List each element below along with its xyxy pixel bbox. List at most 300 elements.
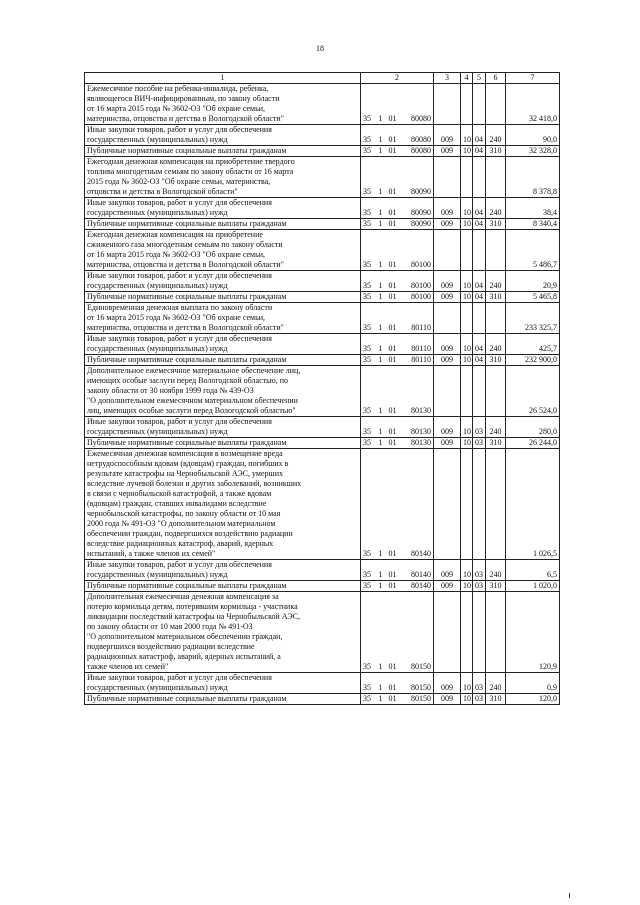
target-article-part-cell: 35	[361, 219, 376, 230]
target-article-part-cell: 35	[361, 673, 376, 694]
row-name-line: государственных (муниципальных) нужд	[87, 683, 228, 692]
target-article-part-cell: 01	[386, 230, 400, 271]
amount-cell: 38,4	[506, 198, 560, 219]
subsection-code-cell	[473, 84, 486, 125]
target-article-part-cell: 80080	[400, 146, 434, 157]
target-article-part-cell: 80140	[400, 560, 434, 581]
target-article-part-cell: 1	[376, 271, 386, 292]
target-article-part-cell: 1	[376, 84, 386, 125]
target-article-part-cell: 01	[386, 449, 400, 560]
subsection-code-cell: 03	[473, 581, 486, 592]
target-article-part-cell: 35	[361, 560, 376, 581]
expense-type-cell	[486, 366, 506, 417]
amount-cell: 120,9	[506, 592, 560, 673]
subsection-code-cell	[473, 366, 486, 417]
row-name-cell	[85, 417, 361, 438]
expense-type-cell: 310	[486, 694, 506, 705]
target-article-part-cell: 01	[386, 198, 400, 219]
column-header: 3	[434, 73, 461, 84]
target-article-part-cell: 80080	[400, 84, 434, 125]
amount-cell: 26 244,0	[506, 438, 560, 449]
subsection-code-cell: 03	[473, 694, 486, 705]
amount-cell: 5 486,7	[506, 230, 560, 271]
subsection-code-cell	[473, 303, 486, 334]
target-article-part-cell: 1	[376, 198, 386, 219]
row-name-line: Дополнительная ежемесячная денежная компенсация за	[87, 592, 279, 601]
row-name-cell	[85, 271, 361, 292]
table-row	[85, 673, 560, 694]
row-name-cell	[85, 334, 361, 355]
department-code-cell: 009	[434, 694, 461, 705]
expense-type-cell: 240	[486, 417, 506, 438]
target-article-part-cell: 80110	[400, 334, 434, 355]
row-name-line: государственных (муниципальных) нужд	[87, 427, 228, 436]
department-code-cell: 009	[434, 125, 461, 146]
target-article-part-cell: 01	[386, 146, 400, 157]
row-name-line: Публичные нормативные социальные выплаты гражданам	[87, 355, 287, 364]
target-article-part-cell: 80130	[400, 366, 434, 417]
target-article-part-cell: 80150	[400, 694, 434, 705]
subsection-code-cell: 03	[473, 673, 486, 694]
expense-type-cell: 310	[486, 146, 506, 157]
table-row	[85, 219, 560, 230]
row-name-line: Иные закупки товаров, работ и услуг для обеспечения	[87, 198, 272, 207]
table-row	[85, 355, 560, 366]
target-article-part-cell: 1	[376, 292, 386, 303]
target-article-part-cell: 35	[361, 146, 376, 157]
row-name-line: нетрудоспособным вдовам (вдовцам) граждан, погибших в	[87, 459, 289, 468]
row-name-line: государственных (муниципальных) нужд	[87, 570, 228, 579]
subsection-code-cell: 04	[473, 292, 486, 303]
target-article-part-cell: 35	[361, 334, 376, 355]
row-name-line: закону области от 30 ноября 1999 года № 439-ОЗ	[87, 386, 254, 395]
table-row	[85, 292, 560, 303]
target-article-part-cell: 35	[361, 230, 376, 271]
table-row	[85, 366, 560, 417]
row-name-cell	[85, 438, 361, 449]
expense-type-cell	[486, 449, 506, 560]
target-article-part-cell: 1	[376, 157, 386, 198]
row-name-line: в связи с чернобыльской катастрофой, а также вдовам	[87, 489, 272, 498]
row-name-line: Публичные нормативные социальные выплаты гражданам	[87, 581, 287, 590]
section-code-cell: 10	[461, 438, 473, 449]
table-row	[85, 560, 560, 581]
subsection-code-cell: 04	[473, 198, 486, 219]
row-name-line: топлива многодетным семьям по закону области от 16 марта	[87, 167, 294, 176]
row-name-cell	[85, 230, 361, 271]
expense-type-cell	[486, 230, 506, 271]
budget-table	[84, 72, 560, 705]
target-article-part-cell: 1	[376, 694, 386, 705]
row-name-line: Иные закупки товаров, работ и услуг для обеспечения	[87, 334, 272, 343]
column-header: 4	[461, 73, 473, 84]
row-name-line: имеющих особые заслуги перед Вологодской областью, по	[87, 376, 289, 385]
target-article-part-cell: 1	[376, 438, 386, 449]
amount-cell: 20,9	[506, 271, 560, 292]
target-article-part-cell: 80080	[400, 125, 434, 146]
row-name-line: лиц, имеющих особые заслуги перед Вологодской областью"	[87, 406, 296, 415]
amount-cell: 0,9	[506, 673, 560, 694]
row-name-line: Иные закупки товаров, работ и услуг для обеспечения	[87, 125, 272, 134]
target-article-part-cell: 80150	[400, 592, 434, 673]
expense-type-cell	[486, 157, 506, 198]
row-name-line: Иные закупки товаров, работ и услуг для обеспечения	[87, 417, 272, 426]
target-article-part-cell: 01	[386, 84, 400, 125]
target-article-part-cell: 01	[386, 355, 400, 366]
target-article-part-cell: 35	[361, 271, 376, 292]
row-name-line: сжиженного газа многодетным семьям по закону области	[87, 240, 283, 249]
row-name-line: Единовременная денежная выплата по закону области	[87, 303, 273, 312]
target-article-part-cell: 80130	[400, 438, 434, 449]
department-code-cell: 009	[434, 673, 461, 694]
target-article-part-cell: 1	[376, 366, 386, 417]
table-row	[85, 146, 560, 157]
department-code-cell	[434, 303, 461, 334]
department-code-cell: 009	[434, 581, 461, 592]
row-name-line: обеспечении граждан, подвергшихся воздействию радиации	[87, 529, 293, 538]
row-name-line: Дополнительное ежемесячное материальное обеспечение лиц,	[87, 366, 301, 375]
row-name-line: материнства, отцовства и детства в Вологодской области"	[87, 323, 284, 332]
target-article-part-cell: 1	[376, 303, 386, 334]
target-article-part-cell: 1	[376, 581, 386, 592]
amount-cell: 232 900,0	[506, 355, 560, 366]
row-name-line: вследствие радиационных катастроф, аварий, ядерных	[87, 539, 274, 548]
department-code-cell	[434, 449, 461, 560]
row-name-cell	[85, 449, 361, 560]
expense-type-cell: 240	[486, 673, 506, 694]
table-row	[85, 581, 560, 592]
subsection-code-cell: 04	[473, 219, 486, 230]
row-name-cell	[85, 198, 361, 219]
expense-type-cell: 310	[486, 292, 506, 303]
expense-type-cell	[486, 303, 506, 334]
section-code-cell: 10	[461, 198, 473, 219]
target-article-part-cell: 1	[376, 334, 386, 355]
expense-type-cell: 310	[486, 581, 506, 592]
target-article-part-cell: 1	[376, 560, 386, 581]
amount-cell: 120,0	[506, 694, 560, 705]
target-article-part-cell: 1	[376, 219, 386, 230]
target-article-part-cell: 01	[386, 438, 400, 449]
row-name-line: материнства, отцовства и детства в Вологодской области"	[87, 114, 284, 123]
section-code-cell	[461, 366, 473, 417]
target-article-part-cell: 35	[361, 125, 376, 146]
target-article-part-cell: 1	[376, 355, 386, 366]
row-name-line: государственных (муниципальных) нужд	[87, 135, 228, 144]
table-row	[85, 417, 560, 438]
table-row	[85, 303, 560, 334]
subsection-code-cell: 03	[473, 417, 486, 438]
row-name-line: отцовства и детства в Вологодской области"	[87, 187, 238, 196]
row-name-line: 2015 года № 3602-ОЗ "Об охране семьи, материнства,	[87, 177, 271, 186]
target-article-part-cell: 35	[361, 355, 376, 366]
row-name-line: результате катастрофы на Чернобыльской АЭС, умерших	[87, 469, 283, 478]
section-code-cell: 10	[461, 355, 473, 366]
target-article-part-cell: 35	[361, 694, 376, 705]
amount-cell: 6,5	[506, 560, 560, 581]
department-code-cell: 009	[434, 355, 461, 366]
target-article-part-cell: 01	[386, 366, 400, 417]
row-name-line: "О дополнительном материальном обеспечении граждан,	[87, 632, 283, 641]
table-row	[85, 271, 560, 292]
row-name-line: Публичные нормативные социальные выплаты гражданам	[87, 292, 287, 301]
department-code-cell	[434, 157, 461, 198]
target-article-part-cell: 80140	[400, 449, 434, 560]
target-article-part-cell: 35	[361, 438, 376, 449]
row-name-line: потерю кормильца детям, потерявшим кормильца - участника	[87, 602, 298, 611]
table-row	[85, 592, 560, 673]
department-code-cell	[434, 84, 461, 125]
department-code-cell: 009	[434, 292, 461, 303]
row-name-line: 2000 года № 491-ОЗ "О дополнительном материальном	[87, 519, 276, 528]
section-code-cell	[461, 230, 473, 271]
row-name-line: вследствие лучевой болезни и других заболеваний, возникших	[87, 479, 302, 488]
target-article-part-cell: 35	[361, 157, 376, 198]
row-name-cell	[85, 125, 361, 146]
expense-type-cell: 240	[486, 271, 506, 292]
table-row	[85, 438, 560, 449]
amount-cell: 26 524,0	[506, 366, 560, 417]
target-article-part-cell: 1	[376, 592, 386, 673]
row-name-cell	[85, 157, 361, 198]
department-code-cell: 009	[434, 146, 461, 157]
row-name-line: "О дополнительном ежемесячном материальном обеспечении	[87, 396, 298, 405]
section-code-cell: 10	[461, 673, 473, 694]
expense-type-cell: 240	[486, 334, 506, 355]
amount-cell: 5 465,8	[506, 292, 560, 303]
row-name-cell	[85, 366, 361, 417]
subsection-code-cell	[473, 230, 486, 271]
subsection-code-cell: 04	[473, 125, 486, 146]
target-article-part-cell: 1	[376, 673, 386, 694]
target-article-part-cell: 1	[376, 417, 386, 438]
subsection-code-cell	[473, 449, 486, 560]
subsection-code-cell: 04	[473, 146, 486, 157]
section-code-cell: 10	[461, 581, 473, 592]
subsection-code-cell	[473, 157, 486, 198]
row-name-line: Публичные нормативные социальные выплаты гражданам	[87, 219, 287, 228]
target-article-part-cell: 80100	[400, 292, 434, 303]
row-name-line: радиационных катастроф, аварий, ядерных испытаний, а	[87, 652, 281, 661]
amount-cell: 32 418,0	[506, 84, 560, 125]
subsection-code-cell	[473, 592, 486, 673]
target-article-part-cell: 80110	[400, 303, 434, 334]
section-code-cell	[461, 449, 473, 560]
row-name-line: материнства, отцовства и детства в Вологодской области"	[87, 260, 284, 269]
row-name-line: государственных (муниципальных) нужд	[87, 208, 228, 217]
subsection-code-cell: 03	[473, 438, 486, 449]
row-name-line: Ежегодная денежная компенсация на приобретение	[87, 230, 263, 239]
target-article-part-cell: 01	[386, 673, 400, 694]
column-header: 1	[85, 73, 361, 84]
expense-type-cell: 240	[486, 560, 506, 581]
expense-type-cell: 310	[486, 219, 506, 230]
department-code-cell: 009	[434, 560, 461, 581]
target-article-part-cell: 01	[386, 560, 400, 581]
target-article-part-cell: 35	[361, 366, 376, 417]
target-article-part-cell: 01	[386, 334, 400, 355]
expense-type-cell	[486, 592, 506, 673]
table-row	[85, 84, 560, 125]
target-article-part-cell: 01	[386, 271, 400, 292]
target-article-part-cell: 35	[361, 84, 376, 125]
row-name-cell	[85, 84, 361, 125]
section-code-cell: 10	[461, 146, 473, 157]
row-name-line: чернобыльской катастрофы, по закону области от 10 мая	[87, 509, 281, 518]
department-code-cell: 009	[434, 334, 461, 355]
row-name-cell	[85, 355, 361, 366]
table-row	[85, 334, 560, 355]
target-article-part-cell: 35	[361, 592, 376, 673]
row-name-line: Иные закупки товаров, работ и услуг для обеспечения	[87, 673, 272, 682]
department-code-cell: 009	[434, 438, 461, 449]
row-name-cell	[85, 581, 361, 592]
amount-cell: 8 378,8	[506, 157, 560, 198]
target-article-part-cell: 01	[386, 417, 400, 438]
table-row	[85, 694, 560, 705]
scan-mark	[569, 893, 570, 898]
row-name-line: Ежемесячная денежная компенсация в возмещение вреда	[87, 449, 283, 458]
amount-cell: 8 340,4	[506, 219, 560, 230]
target-article-part-cell: 1	[376, 449, 386, 560]
amount-cell: 280,0	[506, 417, 560, 438]
section-code-cell: 10	[461, 417, 473, 438]
section-code-cell: 10	[461, 334, 473, 355]
target-article-part-cell: 35	[361, 198, 376, 219]
row-name-line: от 16 марта 2015 года № 3602-ОЗ "Об охране семьи,	[87, 104, 266, 113]
target-article-part-cell: 80090	[400, 157, 434, 198]
row-name-cell	[85, 592, 361, 673]
table-body	[85, 73, 560, 705]
column-header: 2	[361, 73, 434, 84]
expense-type-cell: 310	[486, 355, 506, 366]
expense-type-cell: 310	[486, 438, 506, 449]
column-header-row	[85, 73, 560, 84]
row-name-line: по закону области от 10 мая 2000 года № 491-ОЗ	[87, 622, 253, 631]
section-code-cell: 10	[461, 694, 473, 705]
section-code-cell	[461, 157, 473, 198]
target-article-part-cell: 80130	[400, 417, 434, 438]
section-code-cell: 10	[461, 219, 473, 230]
row-name-line: также членов их семей"	[87, 662, 169, 671]
row-name-cell	[85, 146, 361, 157]
department-code-cell: 009	[434, 417, 461, 438]
row-name-line: Публичные нормативные социальные выплаты гражданам	[87, 438, 287, 447]
target-article-part-cell: 80140	[400, 581, 434, 592]
row-name-cell	[85, 560, 361, 581]
target-article-part-cell: 1	[376, 230, 386, 271]
row-name-line: являющегося ВИЧ-инфицированным, по закону области	[87, 94, 280, 103]
target-article-part-cell: 01	[386, 581, 400, 592]
amount-cell: 1 026,5	[506, 449, 560, 560]
row-name-line: от 16 марта 2015 года № 3602-ОЗ "Об охране семьи,	[87, 250, 266, 259]
column-header: 6	[486, 73, 506, 84]
section-code-cell: 10	[461, 271, 473, 292]
row-name-line: государственных (муниципальных) нужд	[87, 344, 228, 353]
row-name-line: Иные закупки товаров, работ и услуг для обеспечения	[87, 560, 272, 569]
row-name-cell	[85, 303, 361, 334]
row-name-cell	[85, 673, 361, 694]
section-code-cell: 10	[461, 292, 473, 303]
table-row	[85, 230, 560, 271]
target-article-part-cell: 80100	[400, 230, 434, 271]
target-article-part-cell: 35	[361, 581, 376, 592]
target-article-part-cell: 01	[386, 219, 400, 230]
target-article-part-cell: 35	[361, 417, 376, 438]
row-name-line: испытаний, а также членов их семей"	[87, 549, 216, 558]
section-code-cell	[461, 303, 473, 334]
row-name-line: ликвидации последствий катастрофы на Чернобыльской АЭС,	[87, 612, 301, 621]
table-row	[85, 449, 560, 560]
row-name-line: от 16 марта 2015 года № 3602-ОЗ "Об охране семьи,	[87, 313, 266, 322]
section-code-cell	[461, 84, 473, 125]
target-article-part-cell: 01	[386, 157, 400, 198]
column-header: 7	[506, 73, 560, 84]
target-article-part-cell: 35	[361, 303, 376, 334]
row-name-cell	[85, 219, 361, 230]
target-article-part-cell: 35	[361, 449, 376, 560]
amount-cell: 90,0	[506, 125, 560, 146]
target-article-part-cell: 1	[376, 146, 386, 157]
expense-type-cell: 240	[486, 198, 506, 219]
target-article-part-cell: 80150	[400, 673, 434, 694]
amount-cell: 425,7	[506, 334, 560, 355]
subsection-code-cell: 04	[473, 355, 486, 366]
target-article-part-cell: 80090	[400, 219, 434, 230]
department-code-cell	[434, 230, 461, 271]
row-name-line: подвергшихся воздействию радиации вследствие	[87, 642, 255, 651]
department-code-cell	[434, 366, 461, 417]
page-number: 18	[316, 44, 324, 53]
section-code-cell	[461, 592, 473, 673]
row-name-line: Ежемесячное пособие на ребенка-инвалида, ребенка,	[87, 84, 269, 93]
row-name-line: (вдовцам) граждан, ставших инвалидами вследствие	[87, 499, 267, 508]
department-code-cell: 009	[434, 219, 461, 230]
amount-cell: 233 325,7	[506, 303, 560, 334]
target-article-part-cell: 01	[386, 292, 400, 303]
expense-type-cell	[486, 84, 506, 125]
amount-cell: 1 020,0	[506, 581, 560, 592]
section-code-cell: 10	[461, 125, 473, 146]
expense-type-cell: 240	[486, 125, 506, 146]
subsection-code-cell: 03	[473, 560, 486, 581]
amount-cell: 32 328,0	[506, 146, 560, 157]
department-code-cell: 009	[434, 198, 461, 219]
target-article-part-cell: 80090	[400, 198, 434, 219]
table-row	[85, 125, 560, 146]
target-article-part-cell: 01	[386, 592, 400, 673]
subsection-code-cell: 04	[473, 334, 486, 355]
target-article-part-cell: 80100	[400, 271, 434, 292]
section-code-cell: 10	[461, 560, 473, 581]
row-name-line: Ежегодная денежная компенсация на приобретение твердого	[87, 157, 295, 166]
target-article-part-cell: 01	[386, 125, 400, 146]
column-header: 5	[473, 73, 486, 84]
target-article-part-cell: 35	[361, 292, 376, 303]
target-article-part-cell: 01	[386, 303, 400, 334]
row-name-line: Иные закупки товаров, работ и услуг для обеспечения	[87, 271, 272, 280]
row-name-cell	[85, 694, 361, 705]
row-name-line: Публичные нормативные социальные выплаты гражданам	[87, 694, 287, 703]
target-article-part-cell: 1	[376, 125, 386, 146]
row-name-line: Публичные нормативные социальные выплаты гражданам	[87, 146, 287, 155]
target-article-part-cell: 01	[386, 694, 400, 705]
target-article-part-cell: 80110	[400, 355, 434, 366]
department-code-cell	[434, 592, 461, 673]
row-name-cell	[85, 292, 361, 303]
row-name-line: государственных (муниципальных) нужд	[87, 281, 228, 290]
table-row	[85, 198, 560, 219]
